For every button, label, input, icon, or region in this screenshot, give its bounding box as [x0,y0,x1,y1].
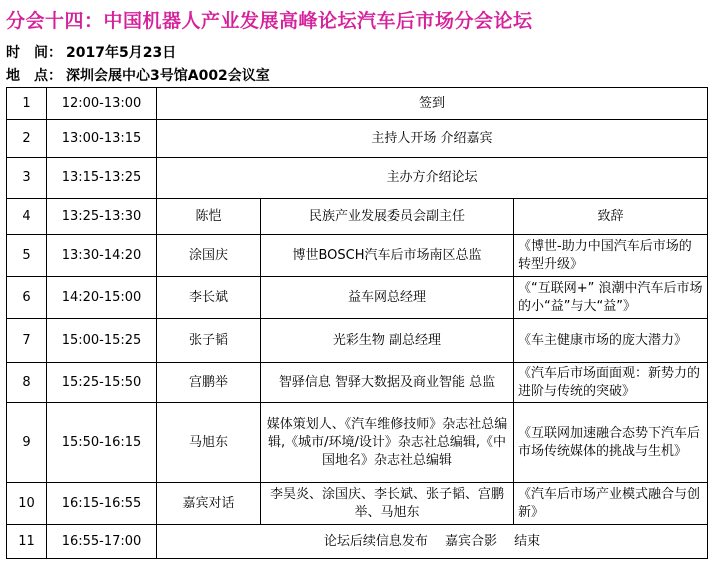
row-topic: 致辞 [514,199,708,235]
row-time: 13:30-14:20 [47,235,157,277]
row-time: 16:15-16:55 [47,483,157,525]
row-topic: 《汽车后市场面面观：新势力的进阶与传统的突破》 [514,363,708,403]
agenda-row [7,525,708,559]
row-speaker: 宫鹏举 [157,363,261,403]
row-speaker: 陈恺 [157,199,261,235]
row-speaker: 涂国庆 [157,235,261,277]
agenda-table [6,87,708,559]
row-number: 10 [7,483,47,525]
row-time: 13:00-13:15 [47,120,157,158]
row-number: 11 [7,525,47,559]
place-label: 地 点： [6,68,62,84]
place-value: 深圳会展中心3号馆A002会议室 [66,68,270,84]
row-time: 13:25-13:30 [47,199,157,235]
row-number: 1 [7,88,47,120]
agenda-row [7,120,708,158]
agenda-row [7,363,708,403]
time-value: 2017年5月23日 [66,45,177,61]
row-time: 16:55-17:00 [47,525,157,559]
row-position: 智驿信息 智驿大数据及商业智能 总监 [261,363,514,403]
row-number: 9 [7,403,47,483]
row-position: 博世BOSCH汽车后市场南区总监 [261,235,514,277]
agenda-row [7,277,708,319]
row-number: 4 [7,199,47,235]
row-number: 7 [7,319,47,363]
agenda-row [7,158,708,199]
row-position: 李昊炎、涂国庆、李长斌、张子韬、宫鹏举、马旭东 [261,483,514,525]
event-time [6,42,176,62]
row-topic: 《车主健康市场的庞大潜力》 [514,319,708,363]
row-time: 15:00-15:25 [47,319,157,363]
row-time: 14:20-15:00 [47,277,157,319]
agenda-row [7,483,708,525]
row-activity: 主持人开场 介绍嘉宾 [157,120,708,158]
row-position: 益车网总经理 [261,277,514,319]
agenda-row [7,319,708,363]
row-activity: 论坛后续信息发布 嘉宾合影 结束 [157,525,708,559]
row-number: 5 [7,235,47,277]
agenda-row [7,403,708,483]
row-activity: 签到 [157,88,708,120]
row-speaker: 张子韬 [157,319,261,363]
row-number: 6 [7,277,47,319]
agenda-row [7,88,708,120]
row-time: 13:15-13:25 [47,158,157,199]
row-position: 媒体策划人、《汽车维修技师》杂志社总编辑,《城市/环境/设计》杂志社总编辑,《中国地名》杂志社总编辑 [261,403,514,483]
row-speaker: 李长斌 [157,277,261,319]
page-title: 分会十四：中国机器人产业发展高峰论坛汽车后市场分会论坛 [6,10,533,32]
row-time: 15:50-16:15 [47,403,157,483]
row-time: 15:25-15:50 [47,363,157,403]
row-position: 民族产业发展委员会副主任 [261,199,514,235]
row-position: 光彩生物 副总经理 [261,319,514,363]
row-number: 2 [7,120,47,158]
time-label: 时 间： [6,45,62,61]
event-place [6,65,270,85]
row-time: 12:00-13:00 [47,88,157,120]
row-topic: 《“互联网+” 浪潮中汽车后市场的小“益”与大“益”》 [514,277,708,319]
row-number: 3 [7,158,47,199]
row-speaker: 马旭东 [157,403,261,483]
row-number: 8 [7,363,47,403]
row-topic: 《博世-助力中国汽车后市场的转型升级》 [514,235,708,277]
agenda-row [7,235,708,277]
row-topic: 《互联网加速融合态势下汽车后市场传统媒体的挑战与生机》 [514,403,708,483]
agenda-row [7,199,708,235]
row-speaker: 嘉宾对话 [157,483,261,525]
row-topic: 《汽车后市场产业模式融合与创新》 [514,483,708,525]
row-activity: 主办方介绍论坛 [157,158,708,199]
